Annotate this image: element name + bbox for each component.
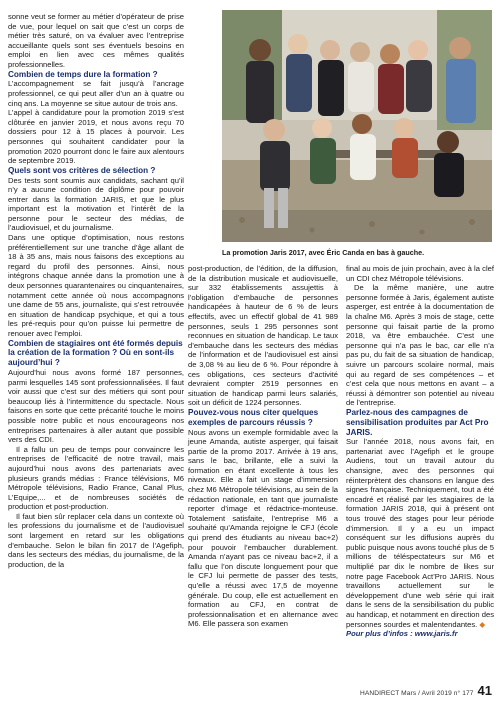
question-heading: Combien de temps dure la formation ? xyxy=(8,69,158,79)
paragraph-text: Sur l’année 2018, nous avons fait, en partenariat avec l’Agefiph et le groupe Audiens, tout un travail autour du chansigne, avec des personnes qui réinterprètent des chansons en langue des signes française. Techniquement, tout a été encadré et réalisé par les stagiaires de la formation JARIS 2018, qui à présent ont tous trouvé des stages pour leur période d’immersion. Il y a eu un impact conséquent sur les diffusions auprès du public puisque nous avons touché plus de 5 millions de téléspectateurs sur M6 et multiplié par dix le nombre de likes sur notre page Facebook Act’Pro JARIS. Nous travaillons actuellement sur le développement d’une web série qui irait dans le sens de la sensibilisation du public au handicap, et notamment en direction des personnes sourdes et malentendantes. xyxy=(346,437,494,629)
paragraph: post-production, de l’édition, de la diffusion, de la distribution musicale et audiovisuelle, sur 332 établissements assujettis à l’obligation d’embauche de personnes handicapées à hauteur de 6 % de leurs effectifs, avec un effectif global de 41 989 personnes, seuls 1 295 personnes sont reconnues en situation de handicap. Le taux d’embauche dans les secteurs des médias de l’information et de l’audiovisuel est ainsi de 3,08 % au lieu de 6 %. Pour répondre à ces obligations, ces secteurs d’activité devraient compter 2519 personnes en situation de handicap parmi leurs salariés, soit un déficit de 1224 personnes. xyxy=(188,264,338,408)
info-link[interactable] xyxy=(346,629,494,639)
paragraph: Dans une optique d’optimisation, nous restons préférentiellement sur une tranche d’âge allant de 18 à 35 ans, mais nous faisons des exceptions au regard du profil des personnes. Ainsi, nous intégrons chaque année dans la promotion une à deux personnes quarantenaires ou cinquantenaires, notamment cette année où nous accompagnons une dame de 55 ans, journaliste, qui s’est retrouvée en situation de handicap psychique, et qui a tous les pré-requis pour qu’on puisse lui permettre de renouer avec l’emploi. xyxy=(8,233,184,338)
paragraph: L’appel à candidature pour la promotion 2019 s’est clôturée en janvier 2019, et nous avons reçu 70 dossiers pour 12 à 15 places à pourvoir. Les personnes qui souhaitent candidater pour la promotion 2020 pourront donc le faire aux alentours de septembre 2019. xyxy=(8,108,184,166)
paragraph: L’accompagnement se fait jusqu’à l’ancrage professionnel, ce qui peut aller d’un an à quatre ou cinq ans. La moyenne se situe autour de trois ans. xyxy=(8,79,184,108)
middle-column xyxy=(188,264,338,629)
question-heading: Quels sont vos critères de sélection ? xyxy=(8,165,156,175)
paragraph: Des tests sont soumis aux candidats, sachant qu’il n’y a aucune condition de diplôme pour pouvoir entrer dans la formation JARIS, et que le plus important est la motivation et l’intérêt de la personne pour le secteur des médias, de l’audiovisuel, et du journalisme. xyxy=(8,175,184,233)
paragraph: sonne veut se former au métier d’opérateur de prise de vue, pour lequel on sait que c’est un corps de métier très saturé, on va évaluer avec l’entreprise accueillante quels sont ses éventuels besoins en emploi en lien avec ces mêmes qualités professionnelles. xyxy=(8,12,184,69)
paragraph: Il faut bien sûr replacer cela dans un contexte où les professions du journalisme et de l’audiovisuel sont largement en retard sur les obligations d’embauche. Selon le bilan fin 2017 de l’Agefiph, dans les secteurs des médias, du journalisme, de la production, de la xyxy=(8,511,184,569)
paragraph: Aujourd’hui nous avons formé 187 personnes, parmi lesquelles 145 sont professionnalisées. Il faut voir aussi que c’est sur des métiers qui sont pour beaucoup liés à l’intermittence du spectacle. Nous faisons en sorte que cette précarité touche le moins possible notre public et nous encourageons nos entreprises partenaires à aller autant que possible vers des CDI. xyxy=(8,367,184,445)
question-heading: Pouvez-vous nous citer quelques exemples de parcours réussis ? xyxy=(188,407,319,427)
paragraph: De la même manière, une autre personne formée à Jaris, également autiste asperger, est entrée à la documentation de la chaîne M6. Après 3 mois de stage, cette personne qui faisait partie de la promo 2018, va être embauchée. C’est une personne qui n’a pas le bac, car elle n’a pas pu, du fait de sa situation de handicap, suivre un parcours scolaire normal, mais qui au regard de ses compétences – et c’est cela que nous mettons en avant – a réussi à démontrer son potentiel au niveau de l’entreprise. xyxy=(346,283,494,408)
paragraph: Il a fallu un peu de temps pour convaincre les entreprises de l’efficacité de notre travail, mais aujourd’hui nous avons des partenariats avec plusieurs grands médias : France télévisions, M6 Métropole télévisions, Radio France, Canal Plus, L’Equipe,... et de nombreuses sociétés de production et post-production. xyxy=(8,444,184,512)
paragraph: Nous avons un exemple formidable avec la jeune Amanda, autiste asperger, qui faisait partie de la promo 2017. Arrivée à 19 ans, sans le bac, brillante, elle a suivi la formation en étant excellente à tous les niveaux. Elle a fait un stage d’immersion chez M6 Métropole télévisions, au sein de la rédaction nationale, en tant que journaliste reporter d’image et rédactrice-monteuse. Totalement satisfaite, l’entreprise M6 a souhaité qu’Amanda rejoigne le CFJ (école qui prend des étudiants au niveau bac+2) pour pouvoir l’embaucher durablement. Amanda n’ayant pas ce niveau bac+2, il a fallu que l’on discute longuement pour que le CFJ lui permette de passer des tests, qu’elle a réussi avec 17,5 de moyenne générale. Du coup, elle est actuellement en formation au CFJ, en contrat de professionnalisation et en alternance avec M6. Elle passera son examen xyxy=(188,427,338,629)
magazine-info: HANDIRECT Mars / Avril 2019 n° 177 xyxy=(359,690,474,697)
photo-caption: La promotion Jaris 2017, avec Éric Canda en bas à gauche. xyxy=(222,248,425,257)
page-footer xyxy=(360,683,492,698)
end-diamond-icon: ◆ xyxy=(479,619,486,629)
question-heading: Parlez-nous des campagnes de sensibilisation produites par Act Pro JARIS. xyxy=(346,407,489,437)
left-column xyxy=(8,12,184,569)
group-photo xyxy=(222,10,492,242)
paragraph xyxy=(346,437,494,629)
paragraph: final au mois de juin prochain, avec à la clef un CDI chez Métropole télévisions. xyxy=(346,264,494,283)
question-heading: Combien de stagiaires ont été formés depuis la création de la formation ? Où en sont-ils aujourd’hui ? xyxy=(8,338,183,368)
page-number: 41 xyxy=(477,683,492,698)
right-column xyxy=(346,264,494,639)
info-link-label[interactable]: Pour plus d’infos : www.jaris.fr xyxy=(346,629,458,639)
